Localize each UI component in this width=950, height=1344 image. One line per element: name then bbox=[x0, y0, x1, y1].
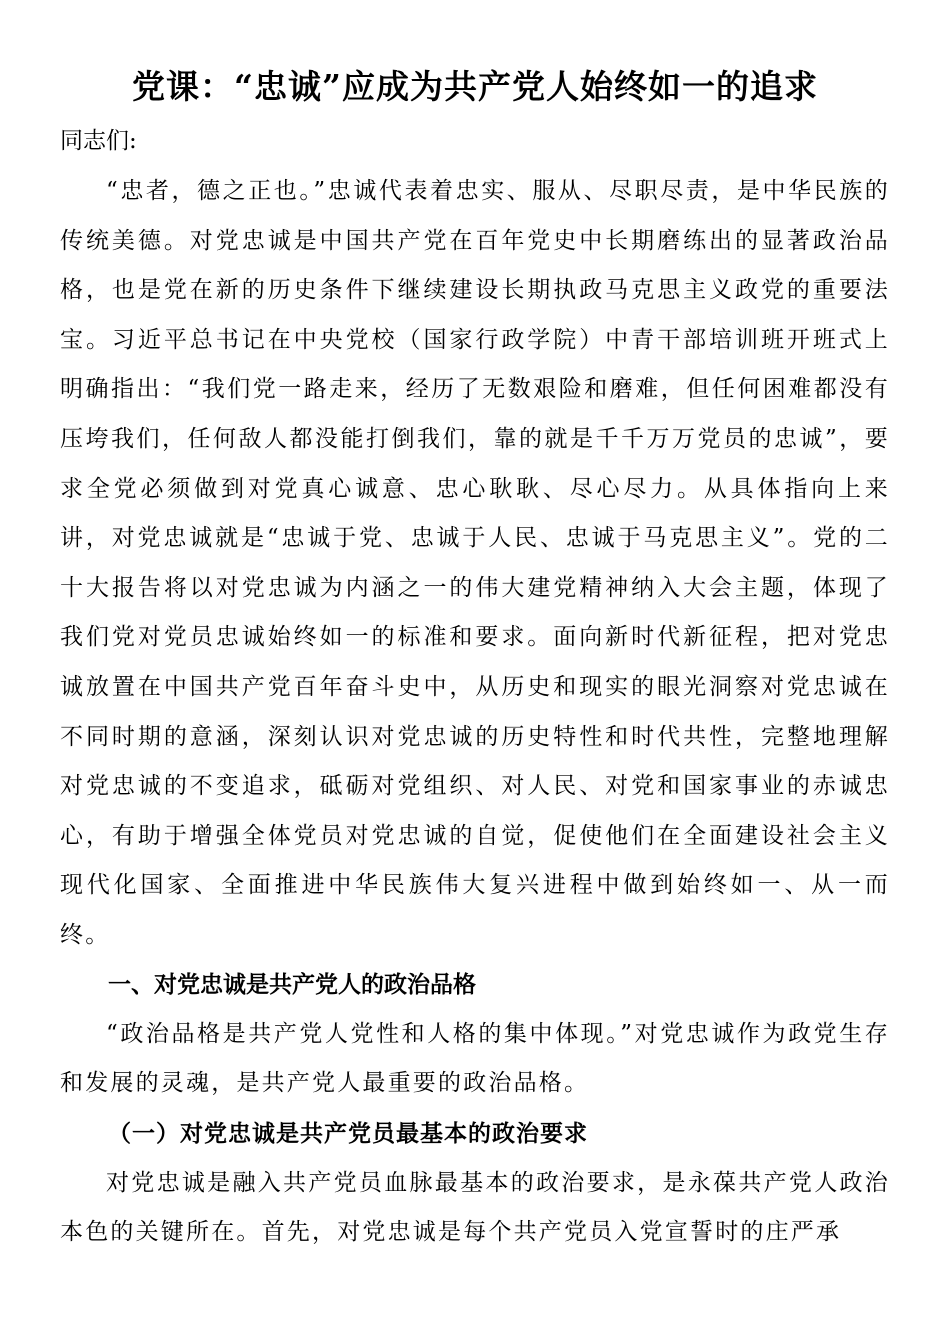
intro-paragraph: “忠者，德之正也。”忠诚代表着忠实、服从、尽职尽责，是中华民族的传统美德。对党忠诚是中国共产党在百年党史中长期磨练出的显著政治品格，也是党在新的历史条件下继续建设长期执政马克思主义政党的重要法宝。习近平总书记在中央党校（国家行政学院）中青干部培训班开班式上明确指出：“我们党一路走来，经历了无数艰险和磨难，但任何困难都没有压垮我们，任何敌人都没能打倒我们，靠的就是千千万万党员的忠诚”，要求全党必须做到对党真心诚意、忠心耿耿、尽心尽力。从具体指向上来讲，对党忠诚就是“忠诚于党、忠诚于人民、忠诚于马克思主义”。党的二十大报告将以对党忠诚为内涵之一的伟大建党精神纳入大会主题，体现了我们党对党员忠诚始终如一的标准和要求。面向新时代新征程，把对党忠诚放置在中国共产党百年奋斗史中，从历史和现实的眼光洞察对党忠诚在不同时期的意涵，深刻认识对党忠诚的历史特性和时代共性，完整地理解对党忠诚的不变追求，砥砺对党组织、对人民、对党和国家事业的赤诚忠心，有助于增强全体党员对党忠诚的自觉，促使他们在全面建设社会主义现代化国家、全面推进中华民族伟大复兴进程中做到始终如一、从一而终。 bbox=[60, 178, 890, 948]
section-heading-1: 一、对党忠诚是共产党人的政治品格 bbox=[108, 971, 476, 998]
document-title: 党课：“忠诚”应成为共产党人始终如一的追求 bbox=[132, 67, 818, 106]
section-1-paragraph: “政治品格是共产党人党性和人格的集中体现。”对党忠诚作为政党生存和发展的灵魂，是共产党人最重要的政治品格。 bbox=[60, 1020, 890, 1097]
document-page bbox=[60, 58, 890, 1258]
subsection-heading-1: （一）对党忠诚是共产党员最基本的政治要求 bbox=[108, 1119, 588, 1147]
subsection-1-paragraph: 对党忠诚是融入共产党员血脉最基本的政治要求，是永葆共产党人政治本色的关键所在。首先，对党忠诚是每个共产党员入党宣誓时的庄严承 bbox=[60, 1169, 890, 1246]
salutation: 同志们: bbox=[60, 128, 137, 154]
